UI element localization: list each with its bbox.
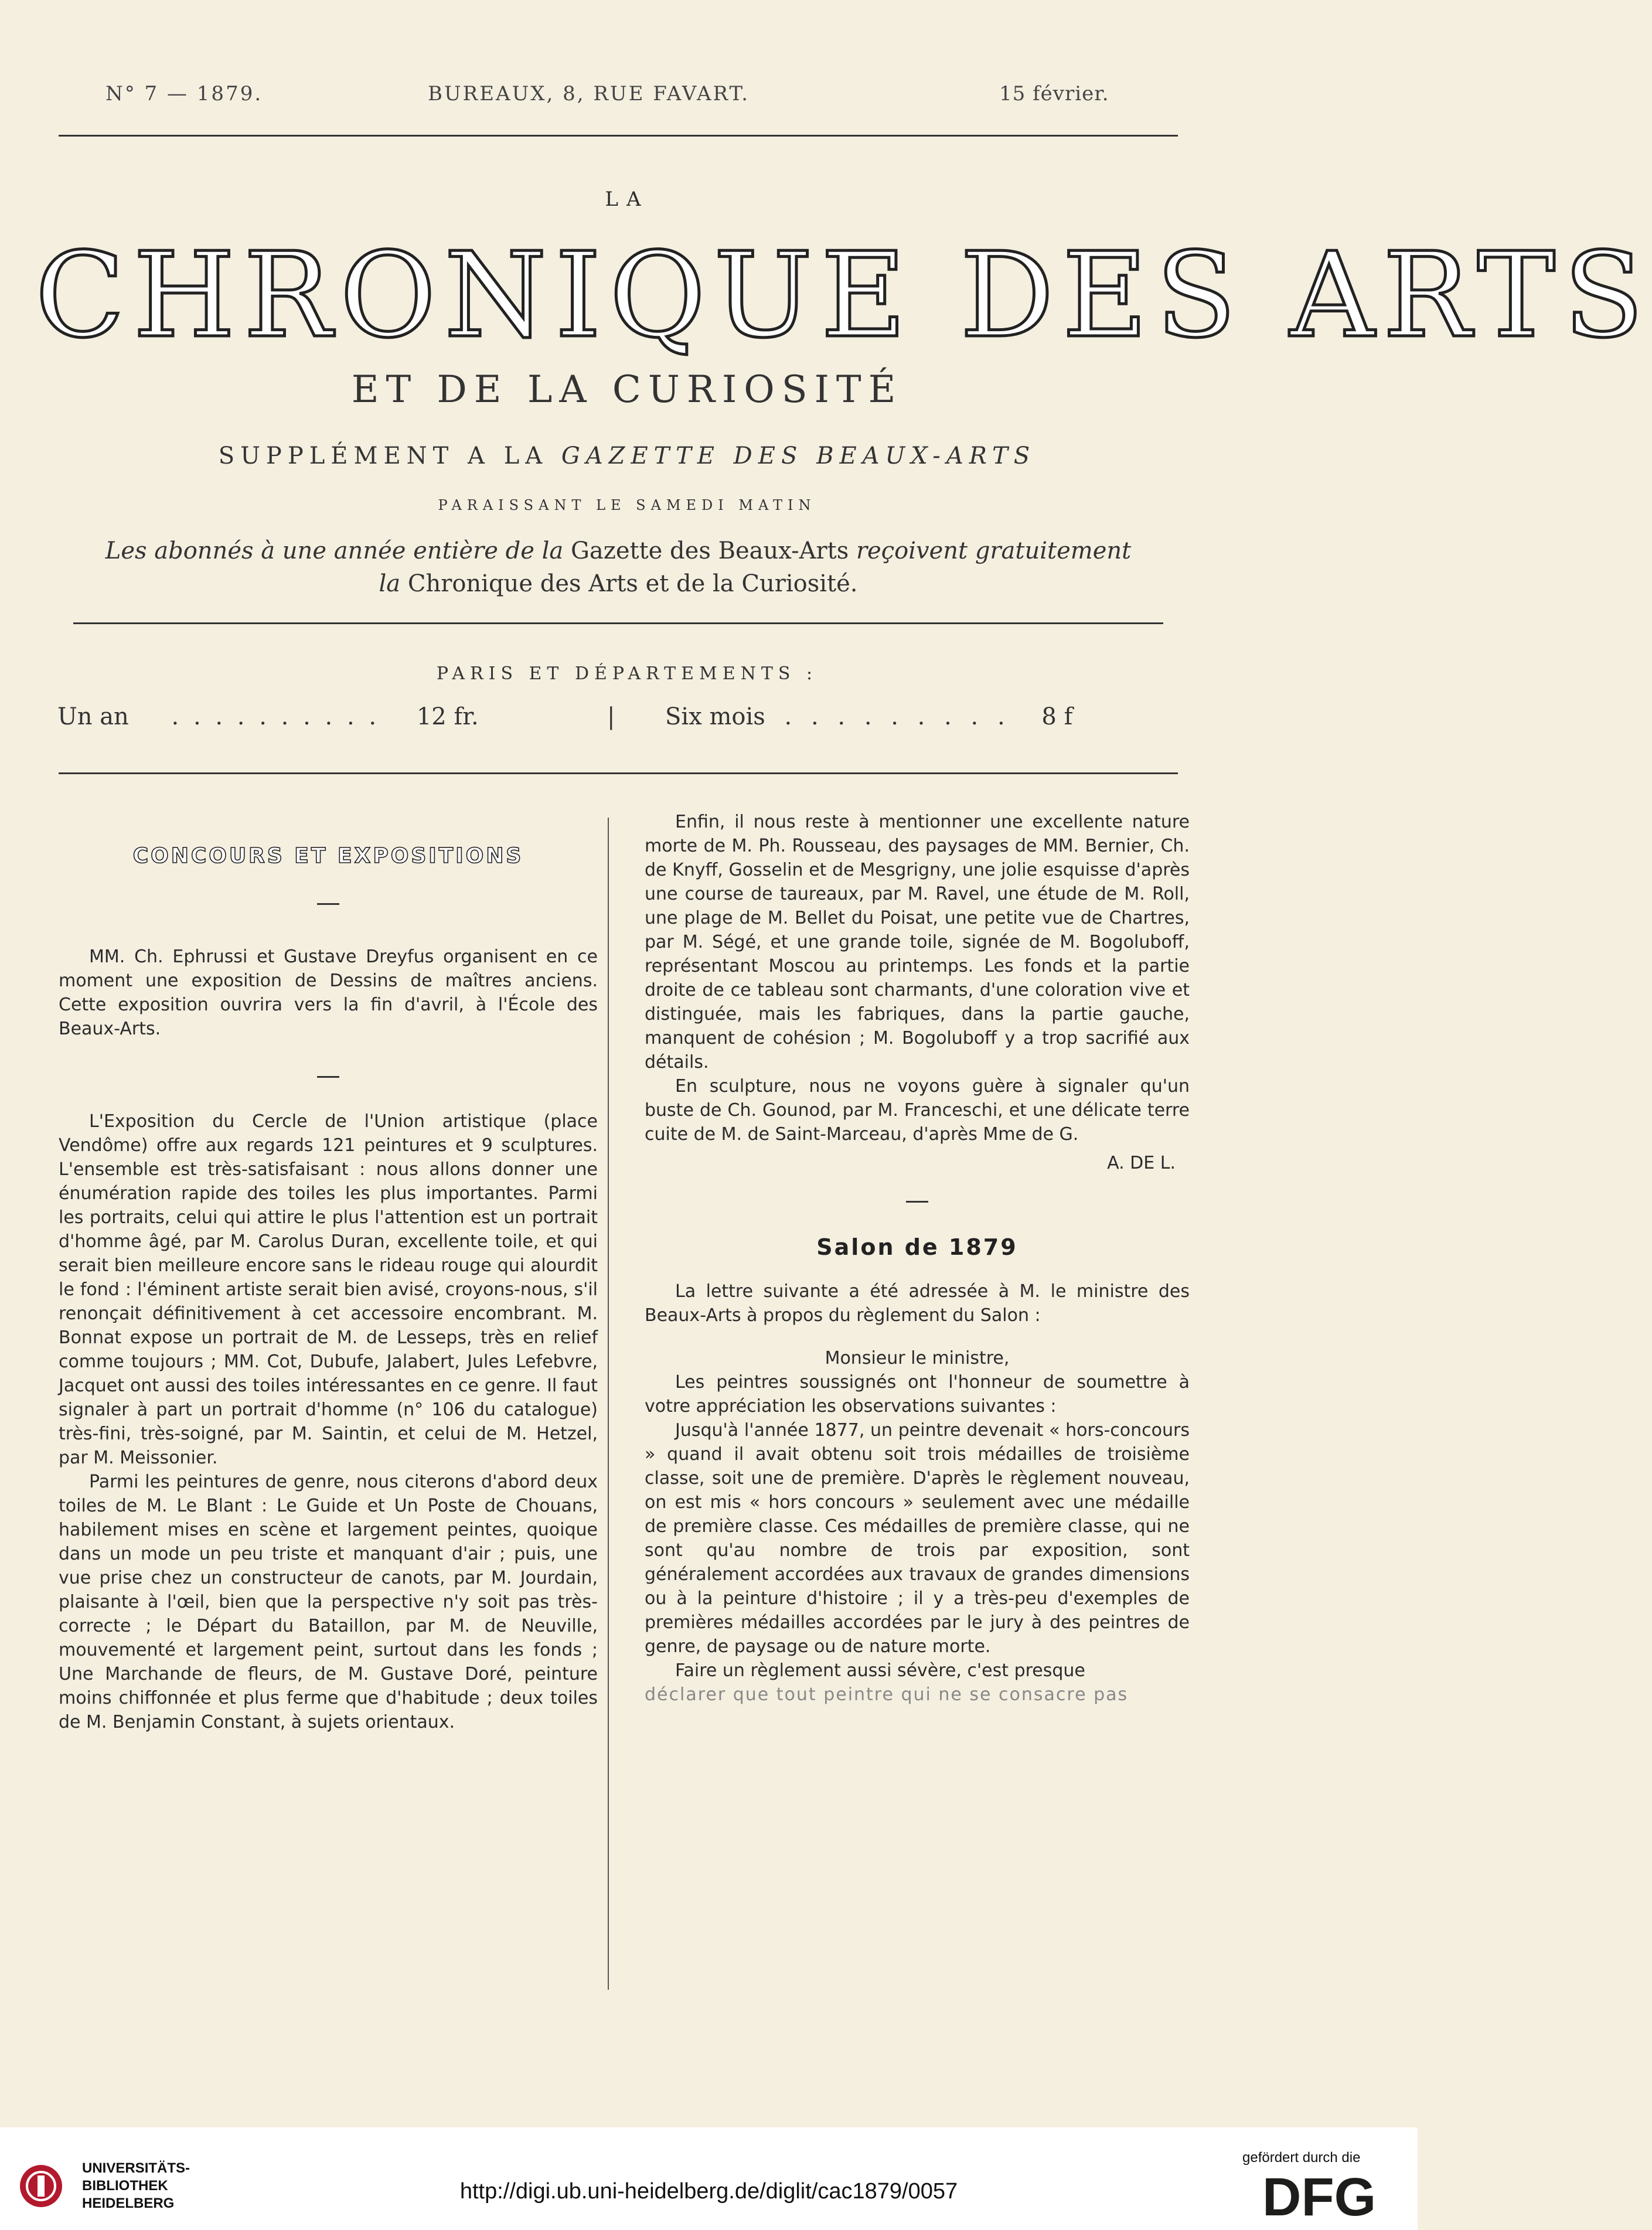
six-dots: . . . . . . . . . — [784, 703, 1011, 730]
letter-greeting: Monsieur le ministre, — [825, 1348, 1010, 1368]
subscription-heading: PARIS ET DÉPARTEMENTS : — [436, 663, 818, 684]
subscriber-note-italic-3: la — [379, 570, 401, 597]
six-price: 8 f — [1041, 703, 1073, 730]
masthead-rule — [73, 622, 1163, 624]
masthead-subtitle: ET DE LA CURIOSITÉ — [351, 368, 903, 411]
paragraph-cut-line: déclarer que tout peintre qui ne se consacre pas — [645, 1684, 1129, 1705]
paragraph-dash — [59, 1064, 598, 1088]
subscription-separator: | — [607, 703, 615, 730]
issue-number: N° 7 — 1879. — [105, 82, 263, 105]
paragraph-hors-concours: Jusqu'à l'année 1877, un peintre devenait « hors-concours » quand il avait obtenu soit trois médailles de troisième classe, soit une de première. D'après le règlement nouveau, on est mis « hors concours » seulement avec une médaille de première classe. Ces médailles de première classe, qui ne sont qu'au nombre de trois par exposition, sont généralement accordées aux travaux de grandes dimensions ou à la peinture d'histoire ; il y a très-peu d'exemples de premières médailles accordées par le jury à des peintres de genre, de paysage ou de nature morte. — [645, 1420, 1190, 1657]
funded-by-label: gefördert durch die — [1242, 2150, 1361, 2166]
paragraph-peintures-genre: Parmi les peintures de genre, nous citerons d'abord deux toiles de M. Le Blant : Le Guide et Un Poste de Chouans, habilement mises en scène et largement peintes, quoique dans un mode un peu triste et manquant d'air ; puis, une vue prise chez un constructeur de canots, par M. Jourdain, plaisante à l'œil, bien que la perspective n'y soit pas très-correcte ; le Départ du Bataillon, par M. de Neuville, mouvementé et largement peint, surtout dans les fonds ; Une Marchande de fleurs, de M. Gustave Doré, peinture moins chiffonnée et plus ferme que d'habitude ; deux toiles de M. Benjamin Constant, à sujets orientaux. — [59, 1472, 598, 1732]
column-divider — [608, 818, 609, 1990]
six-label: Six mois — [665, 703, 765, 730]
paragraph-lettre: La lettre suivante a été adressée à M. le ministre des Beaux-Arts à propos du règlement du Salon : — [645, 1281, 1190, 1326]
right-column — [645, 810, 1190, 1707]
subscriber-note-gazette: Gazette des Beaux-Arts — [563, 537, 856, 564]
left-column — [59, 844, 598, 1734]
subscriber-note-line2: Chronique des Arts et de la Curiosité. — [400, 570, 858, 597]
uni-line-1: UNIVERSITÄTS- — [82, 2160, 190, 2176]
subscriber-note-italic-1: Les abonnés à une année entière de la — [105, 537, 564, 564]
office-address: BUREAUX, 8, RUE FAVART. — [428, 82, 750, 105]
year-label: Un an — [57, 703, 129, 730]
section-title-concours: CONCOURS ET EXPOSITIONS — [132, 844, 524, 868]
year-price: 12 fr. — [416, 703, 479, 730]
subscription-rule — [59, 772, 1178, 774]
uni-line-2: BIBLIOTHEK — [82, 2178, 168, 2194]
library-footer — [0, 2127, 1418, 2230]
supplement-gazette: GAZETTE DES BEAUX-ARTS — [561, 442, 1036, 469]
masthead-la: LA — [605, 188, 649, 211]
paragraph-sculpture: En sculpture, nous ne voyons guère à signaler qu'un buste de Ch. Gounod, par M. Franceschi, et une délicate terre cuite de M. de Saint-Marceau, d'après Mme de G. — [645, 1076, 1190, 1145]
author-signature: A. DE L. — [1107, 1153, 1176, 1173]
supplement-prefix: SUPPLÉMENT A LA — [218, 442, 561, 469]
signature-dash — [645, 1189, 1190, 1213]
subscription-six-months — [665, 703, 1193, 730]
paragraph-nature-morte: Enfin, il nous reste à mentionner une excellente nature morte de M. Ph. Rousseau, des paysages de MM. Bernier, Ch. de Knyff, Gosselin et de Mesgrigny, une jolie esquisse d'après une course de taureaux, par M. Ravel, une étude de M. Roll, une plage de M. Bellet du Poisat, une petite vue de Chartres, par M. Ségé, et une grande toile, signée de M. Bogoluboff, représentant Moscou au printemps. Les fonds et la partie droite de ce tableau sont charmants, d'une coloration vive et distinguée, mais les fabriques, dans la partie gauche, manquent de cohésion ; M. Bogoluboff y a trop sacrifié aux détails. — [645, 812, 1190, 1073]
paragraph-union-artistique: L'Exposition du Cercle de l'Union artistique (place Vendôme) offre aux regards 121 peintures et 9 sculptures. L'ensemble est très-satisfaisant : nous allons donner une énumération rapide des toiles les plus importantes. Parmi les portraits, celui qui attire le plus l'attention est un portrait d'homme âgé, par M. Carolus Duran, excellente toile, et qui serait bien meilleure encore sans le rideau rouge qui alourdit le fond : l'éminent artiste serait bien avisé, croyons-nous, s'il renonçait définitivement à cet accessoire encombrant. M. Bonnat expose un portrait de M. de Lesseps, très en relief comme toujours ; MM. Cot, Dubufe, Jalabert, Jules Lefebvre, Jacquet ont aussi des toiles intéressantes en ce genre. Il faut signaler à part un portrait d'homme (n° 106 du catalogue) très-fini, très-soigné, par M. Saintin, et celui de M. Hetzel, par M. Meissonier. — [59, 1111, 598, 1468]
publication-schedule: PARAISSANT LE SAMEDI MATIN — [438, 497, 816, 513]
subscriber-note — [59, 534, 1178, 600]
uni-line-3: HEIDELBERG — [82, 2195, 175, 2211]
issue-date: 15 février. — [999, 82, 1109, 105]
paragraph-soussignes: Les peintres soussignés ont l'honneur de soumettre à votre appréciation les observations suivantes : — [645, 1372, 1190, 1417]
header-rule — [59, 135, 1178, 137]
section-dash — [59, 891, 598, 915]
paragraph-reglement: Faire un règlement aussi sévère, c'est presque — [675, 1660, 1085, 1681]
year-dots: . . . . . . . . . . — [171, 703, 380, 730]
subscription-year — [57, 703, 585, 730]
section-title-salon: Salon de 1879 — [816, 1234, 1018, 1260]
paragraph-ephrussi: MM. Ch. Ephrussi et Gustave Dreyfus organisent en ce moment une exposition de Dessins de maîtres anciens. Cette exposition ouvrira vers la fin d'avril, à l'École des Beaux-Arts. — [59, 947, 598, 1039]
subscriber-note-italic-2: reçoivent gratuitement — [856, 537, 1132, 564]
dfg-logo — [1260, 2167, 1398, 2227]
dfg-logo-text: DFG — [1262, 2167, 1377, 2227]
masthead-supplement — [0, 442, 1254, 469]
masthead-title: CHRONIQUE DES ARTS — [35, 227, 1652, 364]
digital-copy-link[interactable]: http://digi.ub.uni-heidelberg.de/diglit/cac1879/0057 — [459, 2179, 958, 2204]
